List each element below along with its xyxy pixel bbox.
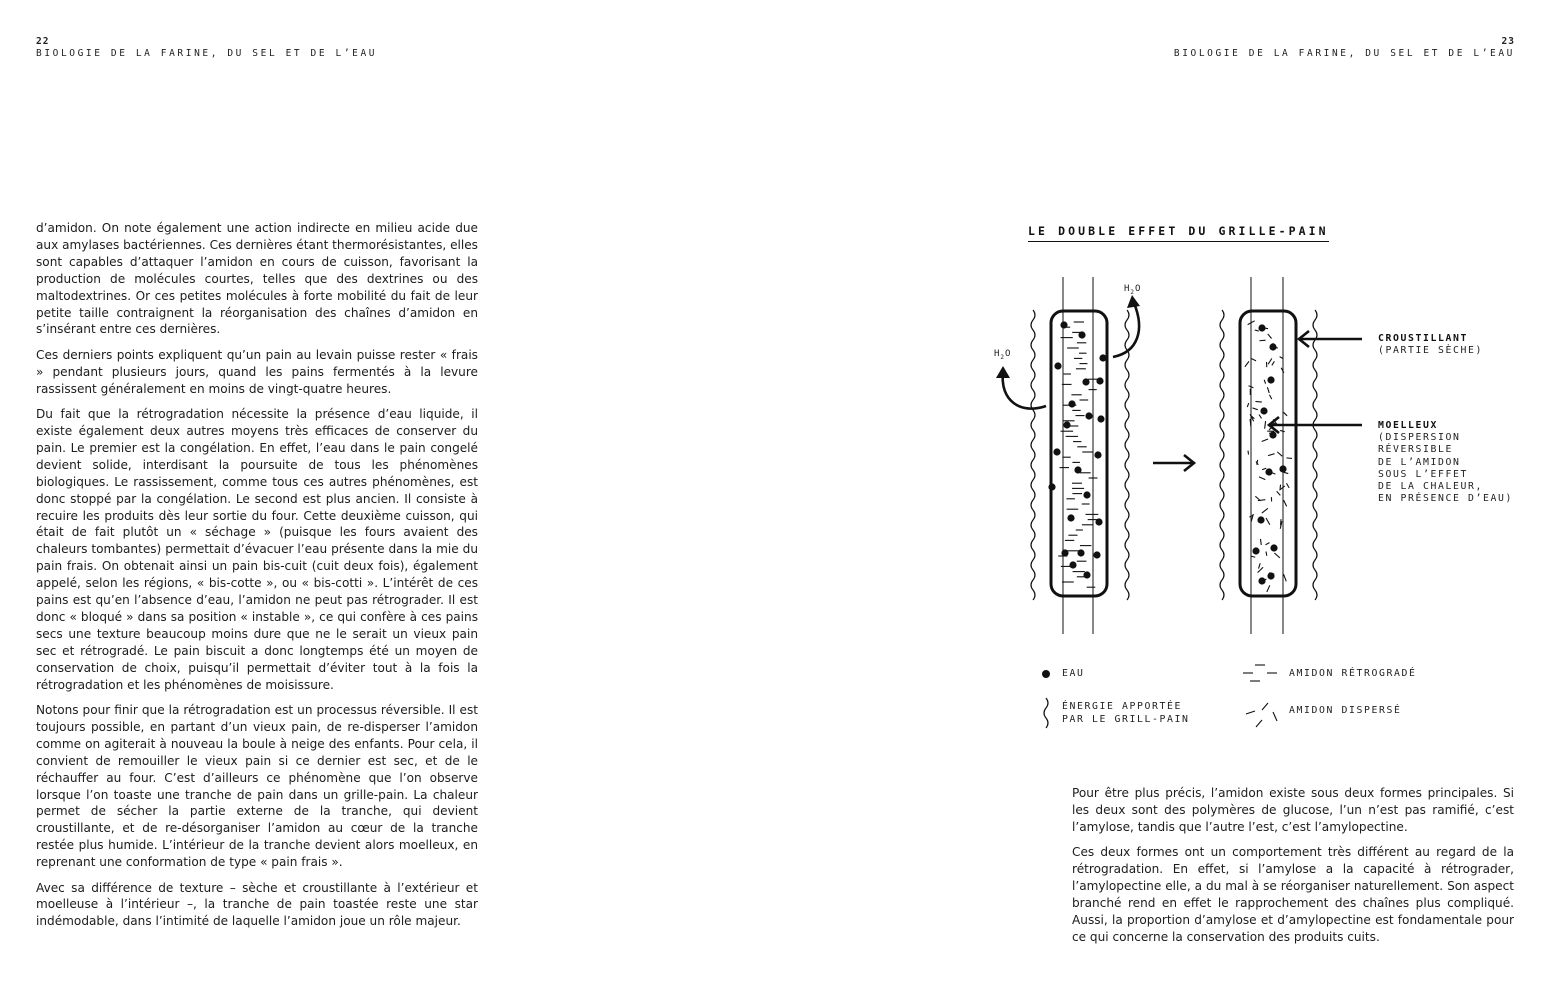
dispersed-mark [1262, 508, 1268, 513]
paragraph: d’amidon. On note également une action indirecte en milieu acide due aux amylases bactériennes. Ces dernières étant thermorésistantes, elles sont capables d’attaquer l’amidon en cours de cuisson, favorisant la production de molécules courtes, telles que des dextrines ou des maltodextrines. Or ces petites molécules à forte mobilité du fait de leur petite taille contraignent la réorganisation des chaînes d’amidon en s’insérant entre ces dernières. [36, 221, 478, 337]
dispersed-mark [1280, 485, 1281, 489]
legend-energy-wave-icon [1044, 698, 1048, 728]
water-dot [1270, 544, 1277, 551]
left-page-number: 22 [36, 36, 50, 47]
dispersed-mark [1267, 585, 1270, 592]
water-dot [1267, 376, 1274, 383]
right-page-number: 23 [1501, 36, 1515, 47]
paragraph: Du fait que la rétrogradation nécessite la présence d’eau liquide, il existe également deux autres moyens très efficaces de conserver du pain. Le premier est la congélation. En effet, l’eau dans le pain congelé devient solide, interdisant la poursuite de tous les phénomènes biologiques. Le rassissement, comme tous ces autres phénomènes, est donc stoppé par la congélation. Le second est plus ancien. Il consiste à recuire les produits dès leur sortie du four. Cette deuxième cuisson, qui était de fait plutôt un « séchage » (puisque les fours avaient des chaleurs tombantes) permettait d’évacuer l’eau présente dans la mie du pain frais. On obtenait ainsi un pain bis-cuit (cuit deux fois), également appelé, selon les régions, « bis-cotte », ou « bis-cotti ». L’intérêt de ces pains est qu’en l’absence d’eau, l’amidon ne peut pas rétrograder. Il est donc « bloqué » dans sa position « instable », ce qui confère à ces pains secs une texture beaucoup moins dure que ne le serait un vieux pain sec et rétrogradé. Le pain biscuit a donc longtemps été un moyen de conservation de choix, puisqu’il permettait d’éviter tout à la fois la rétrogradation et les phénomènes de moisissure. [36, 407, 478, 692]
water-dot [1061, 549, 1068, 556]
paragraph: Avec sa différence de texture – sèche et croustillante à l’extérieur et moelleuse à l’intérieur –, la tranche de pain toastée reste une star indémodable, dans l’intimité de laquelle l’amidon joue un rôle majeur. [36, 880, 478, 929]
dispersed-mark [1245, 361, 1249, 366]
dispersed-mark [1266, 518, 1270, 525]
dispersed-mark [1265, 543, 1269, 545]
arrowhead-icon [1127, 295, 1140, 308]
dispersed-mark [1284, 472, 1288, 473]
dispersed-mark [1267, 387, 1269, 393]
dispersed-mark [1284, 500, 1287, 506]
right-running-title: BIOLOGIE DE LA FARINE, DU SEL ET DE L’EAU [1173, 48, 1515, 59]
dispersed-mark [1283, 574, 1286, 581]
water-dot [1252, 547, 1259, 554]
water-dot [1069, 561, 1076, 568]
heat-wave-icon [1313, 310, 1317, 600]
water-dot [1260, 407, 1267, 414]
h2o-label-right: $H_2O$ [1124, 284, 1142, 296]
water-dot [1094, 451, 1101, 458]
water-dot [1053, 448, 1060, 455]
dispersed-mark [1259, 340, 1265, 341]
dispersed-mark [1248, 451, 1249, 455]
legend-amidon-disperse: AMIDON DISPERSÉ [1289, 705, 1402, 716]
water-dot [1060, 321, 1067, 328]
paragraph: Ces derniers points expliquent qu’un pain au levain puisse rester « frais » pendant plusieurs jours, quand les pains fermentés à la levure rassissent généralement en moins de vingt-quatre heures. [36, 347, 478, 396]
water-dot [1269, 431, 1276, 438]
heat-wave-icon [1031, 310, 1035, 600]
water-dot [1048, 483, 1055, 490]
water-dot [1265, 468, 1272, 475]
heat-waves [1031, 310, 1317, 600]
water-dot [1093, 551, 1100, 558]
water-dot [1063, 421, 1070, 428]
dispersed-mark [1259, 415, 1261, 419]
water-dot [1097, 415, 1104, 422]
annotation-croustillant: CROUSTILLANT (PARTIE SÈCHE) [1378, 333, 1483, 357]
dispersed-starch-marks [1245, 321, 1292, 592]
dispersed-mark [1277, 491, 1281, 495]
arrowhead-icon [996, 366, 1010, 378]
heat-wave-icon [1220, 310, 1224, 600]
dispersed-mark [1266, 552, 1267, 556]
dispersed-mark [1255, 330, 1259, 331]
dispersed-mark [1277, 452, 1282, 456]
dispersed-mark [1247, 403, 1249, 407]
water-dot [1267, 572, 1274, 579]
legend-amidon-retrograde: AMIDON RÉTROGRADÉ [1289, 668, 1417, 679]
dispersed-mark [1280, 430, 1285, 431]
water-dot [1083, 571, 1090, 578]
dispersed-mark [1255, 401, 1261, 402]
dispersed-mark [1259, 563, 1261, 568]
dispersed-mark [1251, 359, 1256, 361]
h2o-label-left: $H_2O$ [994, 349, 1012, 361]
water-dot [1082, 378, 1089, 385]
water-dot [1067, 514, 1074, 521]
legend-dispersed-icon [1246, 703, 1277, 727]
dispersed-mark [1274, 553, 1279, 558]
water-dot [1095, 518, 1102, 525]
right-body-text [1072, 785, 1514, 954]
water-dot [1257, 516, 1264, 523]
figure-title: LE DOUBLE EFFET DU GRILLE-PAIN [1028, 224, 1329, 242]
dispersed-mark [1260, 539, 1261, 545]
dispersed-mark [1268, 454, 1274, 456]
dispersed-mark [1265, 421, 1266, 429]
legend-water-dot-icon [1042, 670, 1050, 678]
water-dot [1085, 412, 1092, 419]
water-dot [1099, 354, 1106, 361]
water-dot [1074, 466, 1081, 473]
dispersed-mark [1253, 408, 1258, 410]
paragraph: Ces deux formes ont un comportement très différent au regard de la rétrogradation. En effet, si l’amylose a la capacité à rétrograder, l’amylopectine elle, a du mal à se réorganiser naturellement. Son aspect branché rend en effet le rapprochement des chaînes plus compliqué. Aussi, la proportion d’amylose et d’amylopectine est fondamentale pour ce qui concerne la conservation des produits cuits. [1072, 845, 1514, 944]
dispersed-mark [1268, 334, 1272, 339]
water-dot [1279, 465, 1286, 472]
paragraph: Pour être plus précis, l’amidon existe sous deux formes principales. Si les deux sont des polymères de glucose, l’un n’est pas ramifié, c’est l’amylose, tandis que l’autre l’est, c’est l’amylopectine. [1072, 786, 1514, 834]
dispersed-mark [1264, 380, 1265, 384]
water-dot [1258, 324, 1265, 331]
water-dot [1096, 377, 1103, 384]
left-running-title: BIOLOGIE DE LA FARINE, DU SEL ET DE L’EAU [36, 48, 378, 59]
dispersed-mark [1262, 468, 1266, 469]
dispersed-mark [1259, 477, 1265, 480]
dispersed-mark [1268, 358, 1272, 364]
water-arrow-left [1003, 373, 1046, 409]
paragraph: Notons pour finir que la rétrogradation est un processus réversible. Il est toujours possible, en partant d’un vieux pain, de re-disperser l’amidon comme on agiterait à nouveau la boule à neige des enfants. Pour cela, il convient de remouiller le vieux pain si ce dernier est sec, et de le réchauffer au four. C’est d’ailleurs ce phénomène que l’on observe lorsque l’on toaste une tranche de pain dans un grille-pain. La chaleur permet de sécher la partie externe de la tranche, qui devient croustillante, et de re-désorganiser l’amidon au cœur de la tranche restée plus humide. L’intérieur de la tranche devient alors moelleux, en reprenant une conformation de type « pain frais ». [36, 702, 478, 870]
dispersed-mark [1262, 439, 1268, 441]
water-dot [1068, 400, 1075, 407]
dispersed-mark [1272, 361, 1274, 365]
annotation-moelleux: MOELLEUX (DISPERSION RÉVERSIBLE DE L’AMIDON SOUS L’EFFET DE LA CHALEUR, EN PRÉSENCE D’EAU) [1378, 420, 1513, 505]
water-dot [1269, 343, 1276, 350]
dispersed-mark [1251, 556, 1255, 557]
dispersed-mark [1284, 412, 1288, 415]
water-dot [1078, 331, 1085, 338]
legend-energie: ÉNERGIE APPORTÉE PAR LE GRILL-PAIN [1062, 701, 1190, 725]
dispersed-mark [1269, 395, 1271, 399]
legend-eau: EAU [1062, 668, 1085, 679]
water-dot [1054, 362, 1061, 369]
water-dot [1083, 491, 1090, 498]
dispersed-mark [1286, 483, 1289, 488]
water-dot [1077, 549, 1084, 556]
dispersed-mark [1286, 458, 1292, 459]
legend-retrograded-icon [1243, 665, 1277, 681]
water-dot [1258, 577, 1265, 584]
